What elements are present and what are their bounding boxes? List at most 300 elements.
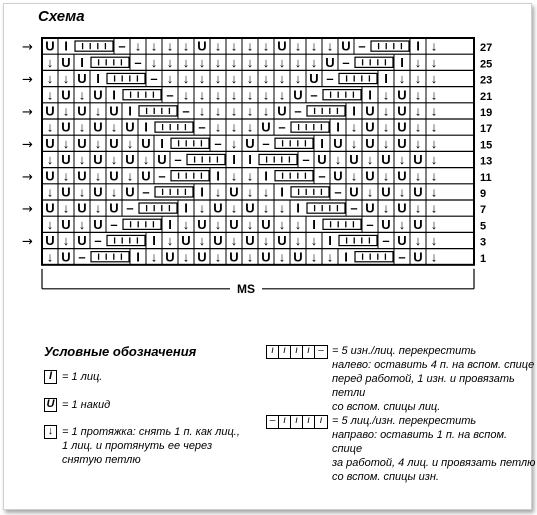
- stitch-symbol: U: [61, 119, 71, 135]
- stitch-symbol: I: [128, 103, 132, 119]
- stitch-symbol: U: [381, 216, 391, 232]
- stitch-symbol: ↓: [366, 152, 374, 168]
- stitch-symbol: U: [93, 216, 103, 232]
- cable-cell: [339, 73, 377, 83]
- stitch-symbol: ↓: [326, 249, 334, 265]
- stitch-symbol: –: [182, 103, 190, 119]
- stitch-symbol: ↓: [230, 200, 238, 216]
- stitch-symbol: ↓: [334, 152, 342, 168]
- row-label: 23: [480, 74, 493, 87]
- stitch-symbol: U: [213, 233, 223, 249]
- stitch-symbol: ↓: [166, 233, 174, 249]
- stitch-symbol: ↓: [230, 71, 238, 87]
- stitch-symbol: U: [77, 103, 87, 119]
- stitch-symbol: U: [333, 168, 343, 184]
- stitch-symbol: –: [142, 184, 150, 200]
- stitch-symbol: ↓: [214, 119, 222, 135]
- stitch-symbol: U: [293, 87, 303, 103]
- stitch-symbol: U: [125, 119, 135, 135]
- stitch-symbol: ↓: [230, 119, 238, 135]
- stitch-symbol: U: [93, 184, 103, 200]
- stitch-symbol: U: [141, 168, 151, 184]
- stitch-symbol: ↓: [430, 54, 438, 70]
- cable-cell: [155, 187, 193, 197]
- cable-cell: [187, 154, 225, 164]
- legend-title: Условные обозначения: [44, 344, 197, 359]
- stitch-symbol: –: [150, 71, 158, 87]
- row-label: 3: [480, 236, 487, 249]
- stitch-symbol: ↓: [46, 152, 54, 168]
- stitch-symbol: ↓: [398, 71, 406, 87]
- stitch-symbol: U: [109, 103, 119, 119]
- cable-cell: [139, 203, 177, 213]
- stitch-symbol: –: [366, 216, 374, 232]
- stitch-symbol: ↓: [294, 71, 302, 87]
- stitch-symbol: ↓: [94, 200, 102, 216]
- stitch-symbol: –: [342, 54, 350, 70]
- stitch-symbol: U: [349, 184, 359, 200]
- stitch-symbol: ↓: [430, 71, 438, 87]
- stitch-symbol: ↓: [94, 135, 102, 151]
- stitch-symbol: ↓: [430, 152, 438, 168]
- cable-cell: [123, 90, 161, 100]
- stitch-symbol: –: [294, 103, 302, 119]
- stitch-symbol: ↓: [414, 54, 422, 70]
- stitch-symbol: ↓: [230, 38, 238, 54]
- stitch-symbol: ↓: [262, 233, 270, 249]
- cable-cell: [339, 235, 377, 245]
- stitch-symbol: I: [312, 216, 316, 232]
- stitch-symbol: U: [141, 135, 151, 151]
- stitch-symbol: ↓: [430, 200, 438, 216]
- stitch-symbol: ↓: [246, 168, 254, 184]
- stitch-symbol: ↓: [382, 103, 390, 119]
- stitch-symbol: ↓: [198, 87, 206, 103]
- stitch-symbol: ↓: [398, 216, 406, 232]
- stitch-symbol: U: [261, 216, 271, 232]
- row-label: 17: [480, 123, 493, 136]
- stitch-symbol: –: [302, 152, 310, 168]
- stitch-symbol: ↓: [310, 249, 318, 265]
- decrease-arrow-icon: ↓: [44, 425, 57, 439]
- stitch-symbol: U: [333, 135, 343, 151]
- legend-item-cable-right: [266, 414, 537, 484]
- stitch-symbol: ↓: [414, 103, 422, 119]
- stitch-symbol: U: [397, 103, 407, 119]
- stitch-symbol: ↓: [326, 38, 334, 54]
- stitch-symbol: ↓: [262, 87, 270, 103]
- stitch-symbol: U: [413, 152, 423, 168]
- stitch-symbol: U: [413, 216, 423, 232]
- stitch-symbol: U: [229, 249, 239, 265]
- stitch-symbol: ↓: [78, 216, 86, 232]
- stitch-symbol: U: [45, 103, 55, 119]
- row-label: 13: [480, 155, 493, 168]
- stitch-symbol: ↓: [414, 87, 422, 103]
- stitch-symbol: ↓: [46, 119, 54, 135]
- stitch-symbol: ↓: [230, 233, 238, 249]
- cable-cell: [275, 138, 313, 148]
- row-label: 25: [480, 58, 493, 71]
- stitch-symbol: ↓: [182, 71, 190, 87]
- legend-knit-text: = 1 лиц.: [62, 371, 103, 383]
- cable-cell: [75, 41, 113, 51]
- stitch-symbol: ↓: [246, 71, 254, 87]
- stitch-symbol: ↓: [94, 103, 102, 119]
- yarn-over-icon: U: [44, 398, 57, 412]
- stitch-symbol: ↓: [262, 38, 270, 54]
- stitch-symbol: I: [328, 233, 332, 249]
- stitch-symbol: ↓: [78, 152, 86, 168]
- stitch-symbol: U: [365, 135, 375, 151]
- stitch-symbol: ↓: [310, 38, 318, 54]
- stitch-symbol: U: [93, 119, 103, 135]
- stitch-symbol: ↓: [398, 152, 406, 168]
- stitch-symbol: U: [341, 38, 351, 54]
- stitch-symbol: ↓: [294, 233, 302, 249]
- stitch-symbol: ↓: [150, 38, 158, 54]
- cable-cell: [155, 122, 193, 132]
- stitch-symbol: U: [365, 103, 375, 119]
- stitch-symbol: U: [277, 233, 287, 249]
- stitch-symbol: U: [325, 54, 335, 70]
- stitch-symbol: ↓: [46, 184, 54, 200]
- stitch-symbol: I: [80, 54, 84, 70]
- stitch-symbol: U: [77, 233, 87, 249]
- cable-cell: [123, 219, 161, 229]
- row-label: 5: [480, 220, 487, 233]
- cable-cell: [91, 57, 129, 67]
- stitch-symbol: U: [61, 54, 71, 70]
- stitch-symbol: ↓: [246, 87, 254, 103]
- row-label: 19: [480, 107, 493, 119]
- stitch-symbol: ↓: [414, 233, 422, 249]
- stitch-symbol: ↓: [126, 168, 134, 184]
- stitch-symbol: –: [158, 168, 166, 184]
- row-arrow-icon: →: [22, 40, 33, 56]
- stitch-symbol: U: [165, 249, 175, 265]
- stitch-symbol: U: [181, 233, 191, 249]
- stitch-symbol: U: [45, 233, 55, 249]
- stitch-symbol: U: [365, 200, 375, 216]
- stitch-symbol: –: [262, 135, 270, 151]
- stitch-symbol: ↓: [430, 38, 438, 54]
- stitch-symbol: U: [317, 152, 327, 168]
- cable-cell: [323, 219, 361, 229]
- stitch-symbol: I: [248, 152, 252, 168]
- cable-cell: [371, 41, 409, 51]
- stitch-symbol: ↓: [382, 87, 390, 103]
- legend-item-knit: [44, 370, 102, 384]
- stitch-symbol: ↓: [150, 54, 158, 70]
- stitch-symbol: –: [310, 87, 318, 103]
- row-label: 11: [480, 171, 492, 184]
- stitch-symbol: U: [381, 184, 391, 200]
- stitch-symbol: I: [384, 71, 388, 87]
- stitch-symbol: ↓: [414, 119, 422, 135]
- stitch-symbol: ↓: [78, 119, 86, 135]
- stitch-symbol: U: [413, 184, 423, 200]
- stitch-symbol: U: [245, 135, 255, 151]
- stitch-symbol: ↓: [110, 119, 118, 135]
- cable-cell: [323, 90, 361, 100]
- stitch-symbol: U: [61, 184, 71, 200]
- stitch-symbol: U: [381, 152, 391, 168]
- stitch-symbol: U: [365, 168, 375, 184]
- stitch-symbol: –: [358, 38, 366, 54]
- stitch-symbol: ↓: [182, 87, 190, 103]
- stitch-symbol: ↓: [214, 38, 222, 54]
- stitch-symbol: ↓: [350, 168, 358, 184]
- stitch-symbol: ↓: [246, 103, 254, 119]
- stitch-symbol: U: [397, 119, 407, 135]
- stitch-symbol: –: [94, 233, 102, 249]
- cable-cell: [91, 252, 129, 262]
- cable-cell: [275, 171, 313, 181]
- cable-cell: [307, 203, 345, 213]
- stitch-symbol: –: [334, 184, 342, 200]
- stitch-symbol: –: [118, 38, 126, 54]
- stitch-symbol: U: [197, 249, 207, 265]
- stitch-symbol: U: [213, 200, 223, 216]
- stitch-symbol: ↓: [46, 54, 54, 70]
- stitch-symbol: ↓: [382, 135, 390, 151]
- stitch-symbol: I: [112, 87, 116, 103]
- stitch-symbol: ↓: [126, 135, 134, 151]
- stitch-symbol: ↓: [214, 54, 222, 70]
- stitch-symbol: ↓: [198, 54, 206, 70]
- stitch-symbol: U: [61, 249, 71, 265]
- stitch-symbol: ↓: [246, 184, 254, 200]
- stitch-symbol: I: [264, 168, 268, 184]
- row-label: 15: [480, 139, 493, 152]
- stitch-symbol: U: [309, 71, 319, 87]
- stitch-symbol: ↓: [134, 38, 142, 54]
- stitch-symbol: ↓: [230, 135, 238, 151]
- stitch-symbol: I: [232, 152, 236, 168]
- stitch-symbol: U: [397, 233, 407, 249]
- stitch-symbol: –: [198, 119, 206, 135]
- stitch-symbol: ↓: [246, 216, 254, 232]
- stitch-symbol: U: [61, 216, 71, 232]
- cable-cell: [259, 154, 297, 164]
- stitch-symbol: I: [416, 38, 420, 54]
- stitch-symbol: I: [352, 103, 356, 119]
- row-label: 9: [480, 188, 487, 200]
- stitch-symbol: U: [277, 103, 287, 119]
- cable-cell: [107, 73, 145, 83]
- stitch-symbol: –: [126, 200, 134, 216]
- stitch-symbol: ↓: [382, 119, 390, 135]
- stitch-symbol: ↓: [94, 168, 102, 184]
- stitch-symbol: ↓: [430, 87, 438, 103]
- stitch-symbol: ↓: [278, 200, 286, 216]
- stitch-symbol: ↓: [46, 87, 54, 103]
- stitch-symbol: ↓: [62, 135, 70, 151]
- cable-cell: [171, 138, 209, 148]
- stitch-symbol: ↓: [246, 38, 254, 54]
- stitch-symbol: ↓: [294, 38, 302, 54]
- stitch-symbol: U: [157, 152, 167, 168]
- stitch-symbol: U: [125, 184, 135, 200]
- stitch-symbol: U: [125, 152, 135, 168]
- chart-title: Схема: [38, 8, 85, 25]
- stitch-symbol: ↓: [430, 135, 438, 151]
- stitch-symbol: ↓: [262, 184, 270, 200]
- stitch-symbol: I: [200, 184, 204, 200]
- stitch-symbol: I: [400, 54, 404, 70]
- stitch-symbol: ↓: [214, 184, 222, 200]
- stitch-symbol: ↓: [198, 233, 206, 249]
- stitch-symbol: ↓: [110, 184, 118, 200]
- stitch-symbol: ↓: [398, 184, 406, 200]
- stitch-symbol: ↓: [62, 103, 70, 119]
- stitch-symbol: U: [397, 87, 407, 103]
- stitch-symbol: U: [397, 168, 407, 184]
- stitch-symbol: ↓: [430, 249, 438, 265]
- stitch-symbol: U: [109, 168, 119, 184]
- stitch-symbol: I: [184, 200, 188, 216]
- stitch-symbol: ↓: [294, 216, 302, 232]
- stitch-symbol: –: [382, 233, 390, 249]
- stitch-symbol: ↓: [246, 249, 254, 265]
- cable-cell: [307, 106, 345, 116]
- stitch-symbol: U: [45, 200, 55, 216]
- stitch-symbol: ↓: [214, 249, 222, 265]
- stitch-symbol: ↓: [430, 233, 438, 249]
- cable-cell: [291, 122, 329, 132]
- cable-cell: [171, 171, 209, 181]
- legend-item-decrease: [44, 425, 240, 467]
- stitch-symbol: ↓: [310, 233, 318, 249]
- stitch-symbol: –: [110, 216, 118, 232]
- stitch-symbol: ↓: [414, 71, 422, 87]
- stitch-symbol: I: [280, 184, 284, 200]
- stitch-symbol: ↓: [430, 103, 438, 119]
- stitch-symbol: U: [229, 216, 239, 232]
- stitch-symbol: U: [245, 200, 255, 216]
- stitch-symbol: ↓: [198, 71, 206, 87]
- stitch-symbol: –: [214, 135, 222, 151]
- stitch-symbol: ↓: [166, 54, 174, 70]
- stitch-symbol: U: [245, 233, 255, 249]
- stitch-symbol: U: [93, 87, 103, 103]
- stitch-symbol: ↓: [294, 54, 302, 70]
- stitch-symbol: ↓: [382, 200, 390, 216]
- stitch-symbol: ↓: [110, 152, 118, 168]
- stitch-symbol: ↓: [262, 103, 270, 119]
- stitch-symbol: ↓: [382, 168, 390, 184]
- row-arrow-icon: →: [22, 169, 33, 185]
- stitch-symbol: ↓: [214, 103, 222, 119]
- stitch-symbol: U: [77, 71, 87, 87]
- stitch-symbol: I: [368, 87, 372, 103]
- cable-left-icon: ı ı ı ı –: [266, 345, 328, 359]
- legend-cable-right-text: = 5 лиц./изн. перекрестить направо: оставить 1 п. на вспом. спице за работой, 4 лиц. и провязать петлю со вспом. спицы изн.: [332, 415, 536, 483]
- stitch-symbol: ↓: [430, 168, 438, 184]
- stitch-symbol: ↓: [46, 216, 54, 232]
- stitch-symbol: ↓: [62, 71, 70, 87]
- stitch-symbol: ↓: [230, 168, 238, 184]
- stitch-symbol: ↓: [278, 249, 286, 265]
- stitch-symbol: ↓: [62, 200, 70, 216]
- legend-item-cable-left: [266, 344, 537, 414]
- stitch-symbol: U: [229, 184, 239, 200]
- stitch-symbol: –: [166, 87, 174, 103]
- stitch-symbol: ↓: [350, 135, 358, 151]
- cable-cell: [355, 252, 393, 262]
- stitch-symbol: ↓: [182, 216, 190, 232]
- stitch-symbol: –: [326, 71, 334, 87]
- stitch-symbol: I: [320, 135, 324, 151]
- stitch-symbol: ↓: [350, 119, 358, 135]
- stitch-symbol: ↓: [366, 184, 374, 200]
- stitch-symbol: ↓: [246, 54, 254, 70]
- stitch-symbol: U: [45, 135, 55, 151]
- stitch-symbol: I: [344, 249, 348, 265]
- stitch-symbol: ↓: [262, 200, 270, 216]
- stitch-symbol: ↓: [430, 216, 438, 232]
- stitch-symbol: ↓: [230, 103, 238, 119]
- stitch-symbol: ↓: [182, 249, 190, 265]
- stitch-symbol: I: [96, 71, 100, 87]
- cable-cell: [107, 235, 145, 245]
- stitch-symbol: ↓: [214, 216, 222, 232]
- stitch-symbol: U: [365, 119, 375, 135]
- stitch-symbol: U: [77, 168, 87, 184]
- stitch-symbol: ↓: [198, 200, 206, 216]
- stitch-symbol: U: [45, 38, 55, 54]
- stitch-symbol: ↓: [62, 168, 70, 184]
- stitch-symbol: U: [261, 249, 271, 265]
- stitch-symbol: ↓: [46, 249, 54, 265]
- stitch-symbol: –: [278, 119, 286, 135]
- legend-yarnover-text: = 1 накид: [62, 399, 111, 411]
- stitch-symbol: U: [77, 135, 87, 151]
- stitch-symbol: ↓: [182, 38, 190, 54]
- stitch-symbol: ↓: [430, 184, 438, 200]
- stitch-symbol: ↓: [182, 54, 190, 70]
- row-label: 1: [480, 252, 487, 265]
- stitch-symbol: U: [109, 200, 119, 216]
- stitch-symbol: –: [318, 168, 326, 184]
- stitch-symbol: U: [397, 135, 407, 151]
- stitch-symbol: U: [197, 38, 207, 54]
- stitch-symbol: U: [413, 249, 423, 265]
- stitch-symbol: U: [45, 168, 55, 184]
- stitch-symbol: ↓: [262, 54, 270, 70]
- stitch-symbol: I: [296, 200, 300, 216]
- stitch-symbol: ↓: [278, 71, 286, 87]
- stitch-symbol: U: [61, 152, 71, 168]
- stitch-symbol: I: [64, 38, 68, 54]
- stitch-symbol: I: [336, 119, 340, 135]
- stitch-symbol: U: [397, 200, 407, 216]
- row-label: 27: [480, 42, 493, 55]
- stitch-symbol: I: [152, 233, 156, 249]
- stitch-symbol: U: [93, 152, 103, 168]
- stitch-symbol: ↓: [166, 38, 174, 54]
- stitch-symbol: ↓: [214, 71, 222, 87]
- stitch-symbol: ↓: [278, 87, 286, 103]
- row-arrow-icon: →: [22, 72, 33, 88]
- cable-cell: [355, 57, 393, 67]
- stitch-symbol: ↓: [278, 216, 286, 232]
- row-arrow-icon: →: [22, 137, 33, 153]
- stitch-symbol: I: [168, 216, 172, 232]
- row-arrow-icon: →: [22, 105, 33, 120]
- stitch-symbol: ↓: [142, 152, 150, 168]
